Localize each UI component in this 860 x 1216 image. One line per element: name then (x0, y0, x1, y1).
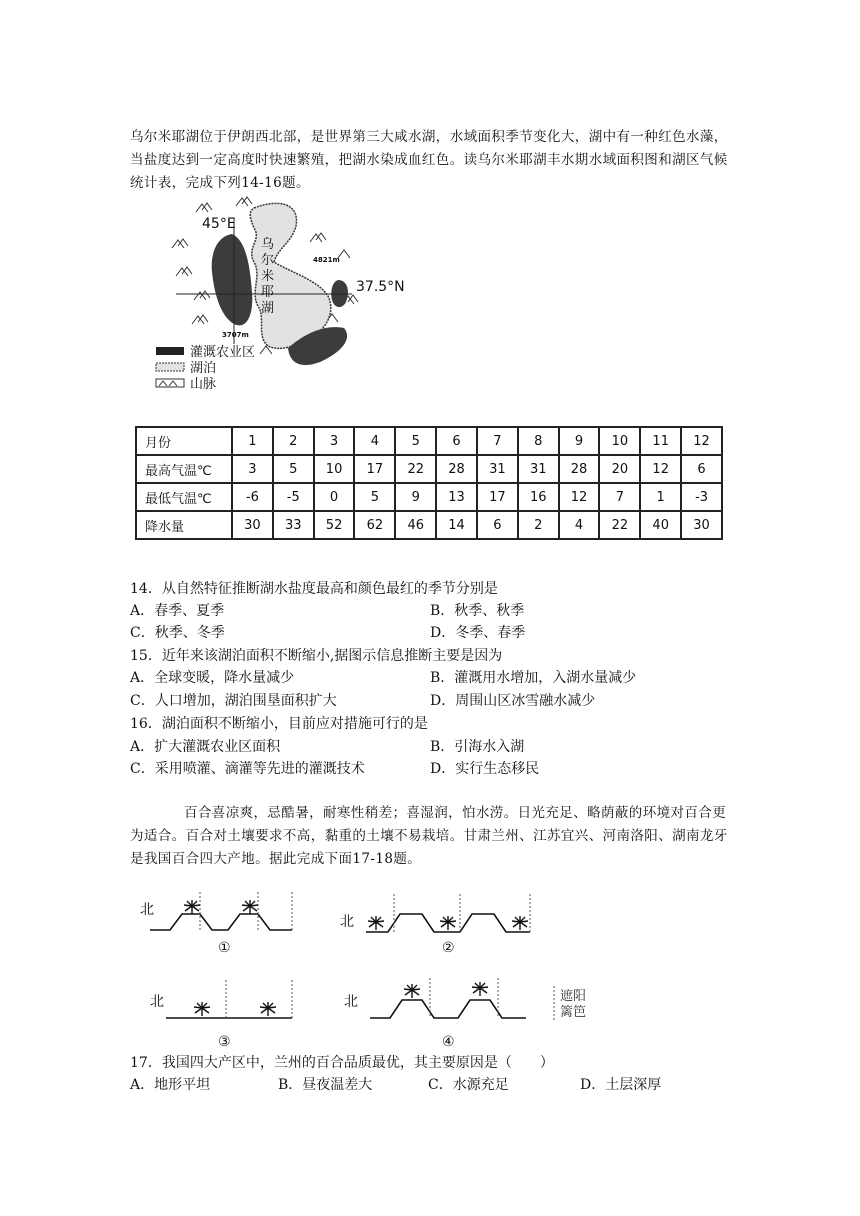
fig1-plant-1 (184, 900, 200, 914)
max-temp-cell: 28 (436, 455, 477, 483)
precip-cell: 14 (436, 511, 477, 539)
min-temp-cell: -3 (681, 483, 722, 511)
lakeName-line: 尔 (261, 253, 275, 268)
max-temp-cell: 31 (477, 455, 518, 483)
fig3-plant-2 (260, 1002, 276, 1016)
svg-text:遮阳篱笆 (560, 989, 586, 1020)
fig2-plant-2 (440, 916, 456, 930)
q16-option-b: B．引海水入湖 (430, 739, 525, 755)
row-label-precip: 降水量 (136, 511, 232, 539)
lakeName-line: 湖 (261, 301, 275, 316)
q16-stem: 16．湖泊面积不断缩小，目前应对措施可行的是 (130, 716, 428, 732)
precip-cell: 30 (232, 511, 273, 539)
q14-option-a: A．春季、夏季 (130, 603, 225, 619)
fig2-plant-3 (512, 916, 528, 930)
month-cell: 9 (559, 427, 600, 455)
fig4-north: 北 (344, 994, 358, 1010)
lon-label: 45°E (202, 216, 236, 232)
month-cell: 10 (599, 427, 640, 455)
fig3-north: 北 (150, 994, 164, 1010)
intro-paragraph-2: 百合喜凉爽，忌酷暑，耐寒性稍差；喜湿润，怕水涝。日光充足、略荫蔽的环境对百合更为适合。百合对土壤要求不高，黏重的土壤不易栽培。甘肃兰州、江苏宜兴、河南洛阳、湖南龙牙是我国百合四大产地。据此完成下面17-18题。 (130, 805, 728, 867)
fig4-label: ④ (442, 1034, 455, 1050)
month-cell: 6 (436, 427, 477, 455)
month-cell: 4 (354, 427, 395, 455)
max-temp-cell: 20 (599, 455, 640, 483)
min-temp-cell: -6 (232, 483, 273, 511)
q17-option-d: D．土层深厚 (580, 1077, 662, 1093)
precip-cell: 22 (599, 511, 640, 539)
fig2-plant-1 (368, 916, 384, 930)
q17-option-a: A．地形平坦 (130, 1077, 211, 1093)
precip-cell: 52 (314, 511, 355, 539)
fig3-label: ③ (218, 1034, 231, 1050)
planting-figures (130, 890, 630, 1060)
max-temp-cell: 17 (354, 455, 395, 483)
shadeLegend-line: 遮阳 (560, 989, 587, 1004)
q16-option-d: D．实行生态移民 (430, 761, 540, 777)
precip-cell: 2 (518, 511, 559, 539)
max-temp-cell: 5 (273, 455, 314, 483)
precip-cell: 30 (681, 511, 722, 539)
month-cell: 1 (232, 427, 273, 455)
month-cell: 8 (518, 427, 559, 455)
q17-stem: 17．我国四大产区中，兰州的百合品质最优，其主要原因是（ ） (130, 1055, 554, 1071)
precip-cell: 40 (640, 511, 681, 539)
max-temp-cell: 22 (395, 455, 436, 483)
shadeLegend-line: 篱笆 (560, 1005, 587, 1020)
q14-stem: 14．从自然特征推断湖水盐度最高和颜色最红的季节分别是 (130, 581, 498, 597)
min-temp-cell: 1 (640, 483, 681, 511)
lat-label: 37.5°N (356, 279, 405, 295)
min-temp-cell: 5 (354, 483, 395, 511)
max-temp-cell: 3 (232, 455, 273, 483)
precip-cell: 4 (559, 511, 600, 539)
q17-option-c: C．水源充足 (428, 1077, 509, 1093)
lake-map (150, 196, 420, 396)
legend-swatch-irrigated (156, 347, 184, 355)
month-cell: 12 (681, 427, 722, 455)
precip-cell: 6 (477, 511, 518, 539)
legend-label-lake: 湖泊 (190, 361, 217, 376)
fig3-plant-1 (194, 1002, 210, 1016)
min-temp-cell: 17 (477, 483, 518, 511)
irrigated-area-west (212, 234, 253, 325)
max-temp-cell: 6 (681, 455, 722, 483)
q15-option-b: B．灌溉用水增加，入湖水量减少 (430, 670, 637, 686)
q16-option-c: C．采用喷灌、滴灌等先进的灌溉技术 (130, 761, 365, 777)
fig2-north: 北 (340, 914, 354, 930)
fig1-plant-2 (242, 900, 258, 914)
q15-option-a: A．全球变暖，降水量减少 (130, 670, 295, 686)
max-temp-cell: 10 (314, 455, 355, 483)
max-temp-cell: 31 (518, 455, 559, 483)
fig2-label: ② (442, 940, 455, 956)
month-cell: 2 (273, 427, 314, 455)
table-row-max-temp (136, 455, 722, 483)
min-temp-cell: 13 (436, 483, 477, 511)
precip-cell: 62 (354, 511, 395, 539)
min-temp-cell: 7 (599, 483, 640, 511)
legend-label-irrigated: 灌溉农业区 (190, 345, 256, 360)
fig1-north: 北 (140, 902, 154, 918)
lakeName-line: 乌 (261, 237, 275, 252)
q14-option-b: B．秋季、秋季 (430, 603, 525, 619)
month-cell: 5 (395, 427, 436, 455)
q16-option-a: A．扩大灌溉农业区面积 (130, 739, 281, 755)
q15-option-d: D．周围山区冰雪融水减少 (430, 693, 596, 709)
min-temp-cell: 9 (395, 483, 436, 511)
fig4-ground (370, 1000, 526, 1018)
fig1-ground (150, 914, 292, 930)
min-temp-cell: 12 (559, 483, 600, 511)
min-temp-cell: 0 (314, 483, 355, 511)
table-row-month (136, 427, 722, 455)
table-row-precip (136, 511, 722, 539)
lakeName-line: 耶 (261, 285, 275, 300)
min-temp-cell: -5 (273, 483, 314, 511)
peak-label-1: 4821m (313, 256, 340, 264)
intro-paragraph-1: 乌尔米耶湖位于伊朗西北部，是世界第三大咸水湖，水域面积季节变化大，湖中有一种红色水藻，当盐度达到一定高度时快速繁殖，把湖水染成血红色。读乌尔米耶湖丰水期水域面积图和湖区气候统计表，完成下列14-16题。 (130, 129, 728, 191)
fig4-plant-1 (404, 984, 420, 998)
peak-label-2: 3707m (222, 331, 249, 339)
q14-option-c: C．秋季、冬季 (130, 625, 225, 641)
table-row-min-temp (136, 483, 722, 511)
max-temp-cell: 28 (559, 455, 600, 483)
precip-cell: 33 (273, 511, 314, 539)
q14-option-d: D．冬季、春季 (430, 625, 526, 641)
climate-table (135, 426, 723, 540)
svg-text:乌尔米耶湖 (261, 237, 274, 316)
month-cell: 11 (640, 427, 681, 455)
q17-option-b: B．昼夜温差大 (278, 1077, 373, 1093)
fig1-label: ① (218, 940, 231, 956)
lakeName-line: 米 (261, 269, 275, 284)
row-label-min-temp: 最低气温℃ (136, 483, 232, 511)
month-cell: 7 (477, 427, 518, 455)
max-temp-cell: 12 (640, 455, 681, 483)
shade-fence-legend (560, 989, 586, 1020)
legend-label-mountain: 山脉 (190, 377, 217, 392)
q15-option-c: C．人口增加，湖泊围垦面积扩大 (130, 693, 337, 709)
lake-name-label (261, 237, 274, 316)
legend-swatch-mountain (156, 379, 184, 387)
row-label-month: 月份 (136, 427, 232, 455)
q15-stem: 15．近年来该湖泊面积不断缩小,据图示信息推断主要是因为 (130, 648, 503, 664)
fig4-plant-2 (472, 982, 488, 996)
legend-swatch-lake (156, 363, 184, 371)
month-cell: 3 (314, 427, 355, 455)
min-temp-cell: 16 (518, 483, 559, 511)
row-label-max-temp: 最高气温℃ (136, 455, 232, 483)
precip-cell: 46 (395, 511, 436, 539)
